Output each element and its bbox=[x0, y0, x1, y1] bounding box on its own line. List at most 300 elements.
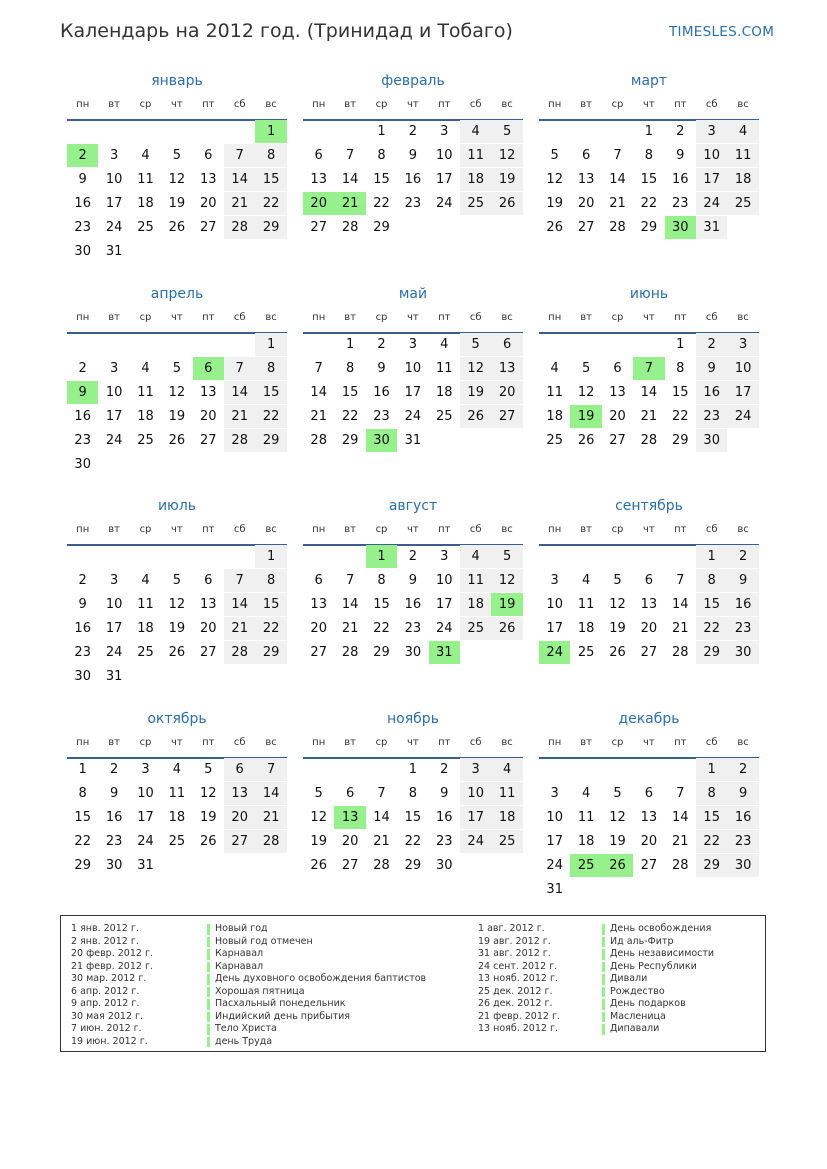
day-cell: 4 bbox=[172, 762, 182, 777]
month-name: октябрь bbox=[147, 711, 207, 727]
weekday-label: вт bbox=[108, 312, 120, 323]
day-cell: 22 bbox=[640, 196, 658, 211]
day-cell: 8 bbox=[644, 148, 654, 163]
day-cell: 29 bbox=[255, 216, 286, 239]
legend-holiday-name: Хорошая пятница bbox=[207, 986, 426, 999]
weekday-label: чт bbox=[643, 99, 655, 110]
day-cell: 20 bbox=[577, 196, 595, 211]
day-cell: 2 bbox=[78, 573, 87, 588]
day-cell: 16 bbox=[74, 196, 91, 211]
weekday-label: пн bbox=[312, 737, 326, 748]
day-cell: 14 bbox=[672, 597, 689, 612]
day-cell: 16 bbox=[105, 810, 123, 825]
day-cell: 8 bbox=[696, 782, 727, 805]
day-cell: 8 bbox=[345, 361, 355, 376]
day-cell: 23 bbox=[74, 433, 91, 448]
day-cell: 22 bbox=[696, 830, 727, 853]
weekday-label: вс bbox=[265, 99, 277, 110]
day-cell: 7 bbox=[377, 786, 386, 801]
legend-date: 7 июн. 2012 г. bbox=[71, 1023, 142, 1034]
legend-date: 30 мая 2012 г. bbox=[71, 1010, 144, 1022]
legend-date: 19 авг. 2012 г. bbox=[478, 935, 551, 947]
holiday-legend bbox=[60, 915, 766, 1052]
weekday-label: вс bbox=[737, 737, 749, 748]
day-cell: 14 bbox=[672, 810, 689, 825]
day-cell: 19 bbox=[168, 196, 186, 211]
day-cell: 6 bbox=[204, 573, 213, 588]
day-cell: 18 bbox=[460, 593, 491, 616]
holiday-day-cell: 1 bbox=[255, 120, 286, 143]
day-cell: 18 bbox=[546, 409, 563, 424]
day-cell: 9 bbox=[408, 573, 418, 588]
day-cell: 7 bbox=[676, 786, 685, 801]
weekday-label: пт bbox=[674, 99, 687, 110]
day-cell: 26 bbox=[491, 192, 522, 215]
legend-date: 26 дек. 2012 г. bbox=[478, 998, 553, 1009]
day-cell: 24 bbox=[727, 405, 758, 428]
day-cell: 9 bbox=[109, 786, 119, 801]
weekday-label: вт bbox=[580, 524, 592, 535]
legend-date: 9 апр. 2012 г. bbox=[71, 998, 140, 1009]
day-cell: 4 bbox=[141, 361, 150, 376]
day-cell: 25 bbox=[460, 617, 491, 640]
day-cell: 29 bbox=[696, 641, 727, 664]
day-cell: 13 bbox=[310, 597, 327, 612]
day-cell: 20 bbox=[310, 621, 327, 636]
day-cell: 21 bbox=[255, 806, 286, 829]
day-cell: 31 bbox=[105, 244, 123, 259]
day-cell: 15 bbox=[373, 172, 390, 187]
day-cell: 11 bbox=[436, 361, 453, 376]
day-cell: 3 bbox=[550, 573, 559, 588]
day-cell: 4 bbox=[141, 573, 150, 588]
month-divider bbox=[67, 544, 287, 546]
day-cell: 3 bbox=[440, 549, 449, 564]
month-name: ноябрь bbox=[387, 711, 439, 727]
day-cell: 17 bbox=[436, 172, 453, 187]
holiday-day-cell: 9 bbox=[67, 381, 98, 404]
day-cell: 12 bbox=[200, 786, 217, 801]
day-cell: 20 bbox=[609, 409, 626, 424]
day-cell: 12 bbox=[491, 569, 522, 592]
holiday-day-cell: 7 bbox=[633, 357, 664, 380]
legend-date: 20 февр. 2012 г. bbox=[71, 948, 153, 959]
holiday-day-cell: 31 bbox=[429, 641, 460, 664]
day-cell: 31 bbox=[404, 433, 422, 448]
day-cell: 20 bbox=[640, 621, 658, 636]
day-cell: 18 bbox=[436, 385, 453, 400]
day-cell: 24 bbox=[105, 433, 123, 448]
day-cell: 26 bbox=[609, 645, 626, 660]
weekday-label: сб bbox=[705, 737, 718, 748]
day-cell: 29 bbox=[255, 429, 286, 452]
day-cell: 4 bbox=[141, 148, 150, 163]
day-cell: 20 bbox=[640, 834, 658, 849]
legend-holiday-name: День подарков bbox=[602, 998, 714, 1011]
day-cell: 6 bbox=[644, 786, 654, 801]
page-title: Календарь на 2012 год. (Тринидад и Тобаго) bbox=[60, 20, 513, 42]
day-cell: 8 bbox=[377, 148, 386, 163]
site-link[interactable]: TIMESLES.COM bbox=[669, 24, 775, 40]
day-cell: 9 bbox=[78, 597, 87, 612]
day-cell: 10 bbox=[105, 385, 123, 400]
day-cell: 11 bbox=[577, 810, 595, 825]
legend-holiday-name: Карнавал bbox=[207, 948, 426, 961]
weekday-label: сб bbox=[233, 312, 246, 323]
weekday-label: ср bbox=[611, 737, 624, 748]
day-cell: 19 bbox=[609, 834, 626, 849]
weekday-label: вт bbox=[344, 99, 356, 110]
weekday-label: пт bbox=[674, 524, 687, 535]
day-cell: 8 bbox=[255, 144, 286, 167]
day-cell: 27 bbox=[609, 433, 626, 448]
day-cell: 5 bbox=[172, 573, 182, 588]
day-cell: 20 bbox=[224, 806, 255, 829]
day-cell: 21 bbox=[224, 617, 255, 640]
weekday-label: пт bbox=[438, 524, 451, 535]
month-name: июнь bbox=[629, 286, 669, 302]
day-cell: 11 bbox=[137, 172, 154, 187]
legend-date: 30 мар. 2012 г. bbox=[71, 973, 147, 984]
day-cell: 19 bbox=[491, 168, 522, 191]
weekday-label: вт bbox=[344, 312, 356, 323]
day-cell: 25 bbox=[137, 645, 154, 660]
day-cell: 8 bbox=[676, 361, 685, 376]
weekday-label: вс bbox=[501, 312, 513, 323]
legend-holiday-name: Карнавал bbox=[207, 961, 426, 974]
day-cell: 6 bbox=[224, 758, 255, 781]
day-cell: 14 bbox=[341, 172, 359, 187]
day-cell: 10 bbox=[460, 782, 491, 805]
weekday-label: вс bbox=[501, 99, 513, 110]
day-cell: 26 bbox=[310, 858, 327, 873]
day-cell: 17 bbox=[546, 621, 563, 636]
weekday-label: вс bbox=[265, 524, 277, 535]
day-cell: 7 bbox=[345, 148, 355, 163]
day-cell: 15 bbox=[255, 381, 286, 404]
day-cell: 5 bbox=[204, 762, 213, 777]
month-name: сентябрь bbox=[615, 498, 683, 514]
weekday-label: пн bbox=[76, 524, 90, 535]
day-cell: 9 bbox=[78, 172, 87, 187]
legend-date: 31 авг. 2012 г. bbox=[478, 948, 551, 959]
day-cell: 21 bbox=[609, 196, 626, 211]
legend-holiday-name: День освобождения bbox=[602, 923, 714, 936]
weekday-label: пн bbox=[76, 737, 90, 748]
day-cell: 21 bbox=[224, 192, 255, 215]
month-name: май bbox=[398, 286, 428, 302]
day-cell: 28 bbox=[224, 641, 255, 664]
legend-holiday-name: Масленица bbox=[602, 1011, 714, 1024]
day-cell: 25 bbox=[137, 220, 154, 235]
day-cell: 1 bbox=[676, 337, 685, 352]
day-cell: 18 bbox=[491, 806, 522, 829]
day-cell: 7 bbox=[224, 144, 255, 167]
day-cell: 17 bbox=[436, 597, 453, 612]
day-cell: 17 bbox=[460, 806, 491, 829]
legend-right-dates bbox=[478, 923, 560, 1036]
weekday-label: пн bbox=[76, 99, 90, 110]
weekday-label: чт bbox=[407, 99, 419, 110]
legend-date: 19 июн. 2012 г. bbox=[71, 1035, 148, 1047]
day-cell: 28 bbox=[341, 220, 359, 235]
legend-date: 25 дек. 2012 г. bbox=[478, 985, 553, 997]
legend-holiday-name: Тело Христа bbox=[207, 1023, 426, 1036]
day-cell: 13 bbox=[491, 357, 522, 380]
day-cell: 18 bbox=[577, 834, 595, 849]
day-cell: 2 bbox=[696, 333, 727, 356]
day-cell: 29 bbox=[255, 641, 286, 664]
day-cell: 13 bbox=[200, 385, 217, 400]
day-cell: 5 bbox=[491, 545, 522, 568]
weekday-label: чт bbox=[407, 312, 419, 323]
weekday-label: пн bbox=[548, 99, 562, 110]
month-divider bbox=[67, 332, 287, 334]
day-cell: 10 bbox=[546, 810, 563, 825]
day-cell: 22 bbox=[255, 617, 286, 640]
legend-holiday-name: День независимости bbox=[602, 948, 714, 961]
day-cell: 12 bbox=[460, 357, 491, 380]
day-cell: 15 bbox=[640, 172, 658, 187]
day-cell: 30 bbox=[74, 669, 91, 684]
day-cell: 16 bbox=[373, 385, 390, 400]
day-cell: 12 bbox=[577, 385, 595, 400]
month-name: март bbox=[630, 73, 668, 89]
day-cell: 17 bbox=[137, 810, 154, 825]
weekday-label: чт bbox=[171, 312, 183, 323]
weekday-label: сб bbox=[469, 524, 482, 535]
weekday-label: вт bbox=[580, 312, 592, 323]
day-cell: 30 bbox=[74, 457, 91, 472]
day-cell: 25 bbox=[491, 830, 522, 853]
day-cell: 10 bbox=[105, 172, 123, 187]
day-cell: 11 bbox=[460, 569, 491, 592]
day-cell: 12 bbox=[546, 172, 563, 187]
day-cell: 3 bbox=[460, 758, 491, 781]
day-cell: 12 bbox=[168, 172, 186, 187]
day-cell: 10 bbox=[436, 148, 453, 163]
day-cell: 18 bbox=[577, 621, 595, 636]
day-cell: 1 bbox=[644, 124, 654, 139]
weekday-label: вс bbox=[737, 312, 749, 323]
day-cell: 1 bbox=[408, 762, 418, 777]
day-cell: 9 bbox=[440, 786, 449, 801]
day-cell: 27 bbox=[310, 645, 327, 660]
legend-holiday-name: Индийский день прибытия bbox=[207, 1011, 426, 1024]
day-cell: 25 bbox=[546, 433, 563, 448]
day-cell: 22 bbox=[255, 405, 286, 428]
legend-holiday-name: День духовного освобождения баптистов bbox=[207, 973, 426, 986]
day-cell: 25 bbox=[168, 834, 186, 849]
day-cell: 19 bbox=[168, 409, 186, 424]
weekday-label: пт bbox=[202, 737, 215, 748]
legend-holiday-name: день Труда bbox=[207, 1036, 426, 1049]
day-cell: 4 bbox=[581, 573, 591, 588]
day-cell: 26 bbox=[577, 433, 595, 448]
day-cell: 28 bbox=[609, 220, 626, 235]
legend-holiday-name: Рождество bbox=[602, 986, 714, 999]
day-cell: 24 bbox=[696, 192, 727, 215]
day-cell: 30 bbox=[404, 645, 422, 660]
day-cell: 20 bbox=[491, 381, 522, 404]
day-cell: 29 bbox=[672, 433, 689, 448]
day-cell: 13 bbox=[200, 172, 217, 187]
day-cell: 1 bbox=[78, 762, 87, 777]
day-cell: 15 bbox=[255, 168, 286, 191]
month-name: август bbox=[388, 498, 438, 514]
day-cell: 20 bbox=[200, 196, 217, 211]
day-cell: 22 bbox=[696, 617, 727, 640]
day-cell: 21 bbox=[672, 834, 689, 849]
day-cell: 25 bbox=[460, 192, 491, 215]
day-cell: 21 bbox=[224, 405, 255, 428]
day-cell: 14 bbox=[609, 172, 626, 187]
day-cell: 7 bbox=[255, 758, 286, 781]
day-cell: 6 bbox=[613, 361, 622, 376]
legend-holiday-name: Пасхальный понедельник bbox=[207, 998, 426, 1011]
weekday-label: пт bbox=[202, 99, 215, 110]
day-cell: 21 bbox=[341, 621, 359, 636]
day-cell: 11 bbox=[727, 144, 758, 167]
day-cell: 16 bbox=[727, 806, 758, 829]
day-cell: 30 bbox=[696, 429, 727, 452]
weekday-label: пт bbox=[202, 524, 215, 535]
day-cell: 20 bbox=[200, 621, 217, 636]
weekday-label: пт bbox=[674, 737, 687, 748]
day-cell: 26 bbox=[460, 405, 491, 428]
day-cell: 12 bbox=[609, 597, 626, 612]
day-cell: 27 bbox=[200, 645, 217, 660]
legend-holiday-name: Дипавали bbox=[602, 1023, 714, 1036]
day-cell: 14 bbox=[640, 385, 658, 400]
day-cell: 16 bbox=[672, 172, 689, 187]
day-cell: 3 bbox=[408, 337, 418, 352]
day-cell: 14 bbox=[310, 385, 327, 400]
day-cell: 11 bbox=[137, 597, 154, 612]
weekday-label: ср bbox=[139, 312, 152, 323]
day-cell: 29 bbox=[696, 854, 727, 877]
day-cell: 28 bbox=[373, 858, 390, 873]
day-cell: 3 bbox=[141, 762, 150, 777]
day-cell: 15 bbox=[672, 385, 689, 400]
day-cell: 1 bbox=[255, 333, 286, 356]
day-cell: 16 bbox=[404, 172, 422, 187]
day-cell: 22 bbox=[255, 192, 286, 215]
day-cell: 29 bbox=[341, 433, 359, 448]
day-cell: 4 bbox=[550, 361, 559, 376]
day-cell: 27 bbox=[577, 220, 595, 235]
weekday-label: пн bbox=[312, 99, 326, 110]
day-cell: 15 bbox=[404, 810, 422, 825]
day-cell: 19 bbox=[200, 810, 217, 825]
day-cell: 27 bbox=[224, 830, 255, 853]
day-cell: 25 bbox=[436, 409, 453, 424]
weekday-label: вт bbox=[344, 737, 356, 748]
day-cell: 2 bbox=[377, 337, 386, 352]
day-cell: 13 bbox=[609, 385, 626, 400]
day-cell: 5 bbox=[550, 148, 559, 163]
day-cell: 7 bbox=[224, 569, 255, 592]
day-cell: 23 bbox=[727, 830, 758, 853]
holiday-day-cell: 25 bbox=[570, 854, 601, 877]
weekday-label: чт bbox=[171, 524, 183, 535]
weekday-label: ср bbox=[375, 737, 388, 748]
day-cell: 23 bbox=[436, 834, 453, 849]
day-cell: 6 bbox=[314, 148, 323, 163]
weekday-label: сб bbox=[233, 737, 246, 748]
day-cell: 13 bbox=[200, 597, 217, 612]
day-cell: 3 bbox=[109, 573, 119, 588]
day-cell: 4 bbox=[491, 758, 522, 781]
month-name: июль bbox=[157, 498, 197, 514]
day-cell: 19 bbox=[168, 621, 186, 636]
day-cell: 16 bbox=[436, 810, 453, 825]
day-cell: 19 bbox=[609, 621, 626, 636]
day-cell: 4 bbox=[581, 786, 591, 801]
day-cell: 24 bbox=[436, 621, 453, 636]
legend-holiday-name: Новый год отмечен bbox=[207, 936, 426, 949]
day-cell: 15 bbox=[341, 385, 359, 400]
day-cell: 11 bbox=[168, 786, 186, 801]
day-cell: 14 bbox=[341, 597, 359, 612]
day-cell: 28 bbox=[224, 429, 255, 452]
day-cell: 1 bbox=[345, 337, 355, 352]
day-cell: 8 bbox=[696, 569, 727, 592]
day-cell: 31 bbox=[105, 669, 123, 684]
day-cell: 28 bbox=[672, 645, 689, 660]
day-cell: 16 bbox=[404, 597, 422, 612]
weekday-label: вт bbox=[580, 737, 592, 748]
legend-holiday-name: Ид аль-Фитр bbox=[602, 936, 714, 949]
day-cell: 2 bbox=[78, 361, 87, 376]
day-cell: 9 bbox=[408, 148, 418, 163]
legend-holiday-name: День Республики bbox=[602, 961, 714, 974]
day-cell: 11 bbox=[137, 385, 154, 400]
weekday-label: сб bbox=[705, 99, 718, 110]
day-cell: 17 bbox=[727, 381, 758, 404]
weekday-label: вс bbox=[737, 524, 749, 535]
day-cell: 5 bbox=[172, 148, 182, 163]
day-cell: 11 bbox=[546, 385, 563, 400]
day-cell: 21 bbox=[310, 409, 327, 424]
legend-date: 21 февр. 2012 г. bbox=[478, 1010, 560, 1022]
day-cell: 10 bbox=[137, 786, 154, 801]
day-cell: 18 bbox=[137, 409, 154, 424]
day-cell: 21 bbox=[373, 834, 390, 849]
weekday-label: сб bbox=[469, 99, 482, 110]
legend-date: 1 авг. 2012 г. bbox=[478, 923, 545, 934]
day-cell: 4 bbox=[460, 545, 491, 568]
day-cell: 21 bbox=[672, 621, 689, 636]
weekday-label: пт bbox=[438, 99, 451, 110]
day-cell: 7 bbox=[314, 361, 323, 376]
day-cell: 8 bbox=[255, 357, 286, 380]
day-cell: 23 bbox=[404, 621, 422, 636]
day-cell: 18 bbox=[727, 168, 758, 191]
month-divider bbox=[67, 119, 287, 121]
day-cell: 13 bbox=[224, 782, 255, 805]
month-name: февраль bbox=[381, 73, 445, 89]
day-cell: 7 bbox=[345, 573, 355, 588]
day-cell: 12 bbox=[491, 144, 522, 167]
weekday-label: пн bbox=[548, 737, 562, 748]
day-cell: 24 bbox=[137, 834, 154, 849]
holiday-day-cell: 20 bbox=[303, 192, 334, 215]
day-cell: 14 bbox=[224, 168, 255, 191]
weekday-label: пн bbox=[76, 312, 90, 323]
weekday-label: вт bbox=[108, 99, 120, 110]
day-cell: 12 bbox=[310, 810, 327, 825]
